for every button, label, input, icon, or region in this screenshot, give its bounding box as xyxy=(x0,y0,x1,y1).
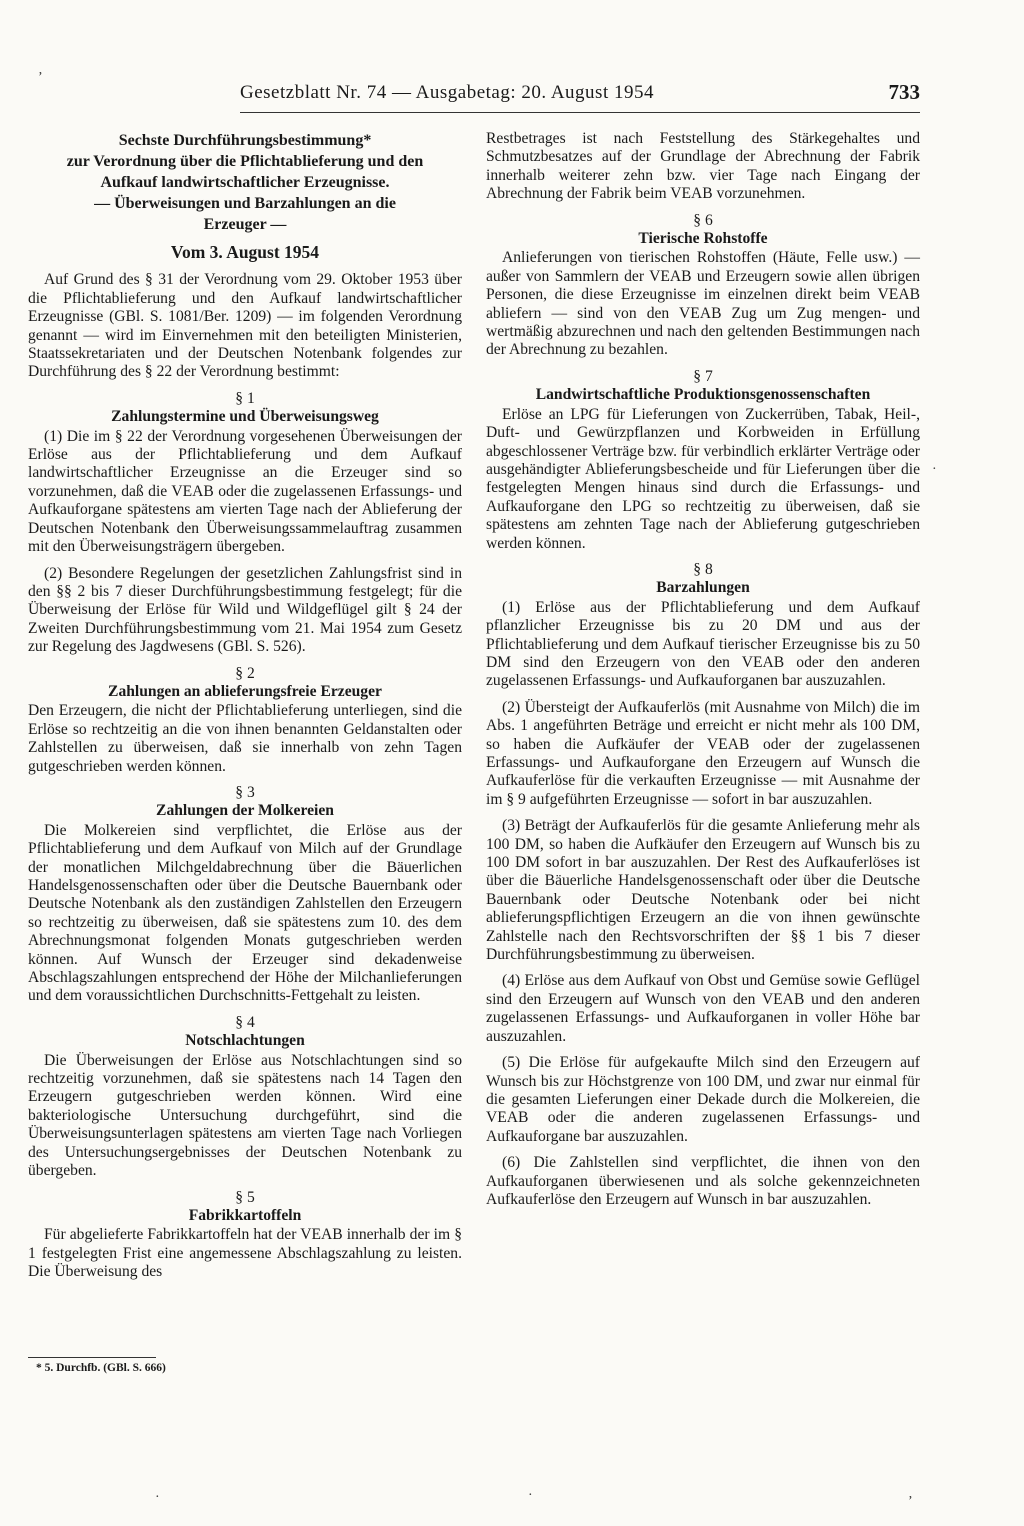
section-number: § 3 xyxy=(235,783,255,801)
paragraph: Für abgelieferte Fabrikkartoffeln hat der VEAB innerhalb der im § 1 festgelegten Frist eine angemessene Abschlagszahlung zu leisten. Die Überweisung des xyxy=(28,1226,462,1281)
paragraph: (1) Die im § 22 der Verordnung vorgesehenen Überweisungen der Erlöse aus der Pflichtablieferung und dem Aufkauf landwirtschaftlicher Erzeugnisse an die Erzeuger sind so vorzunehmen, daß die VEAB oder die zugelassenen Erfassungs- und Aufkauforgane spätestens am vierten Tage nach der Ablieferung der Deutschen Notenbank den Überweisungssammelauftrag zusammen mit den Überweisungsträgern übergeben. xyxy=(28,427,462,556)
right-column xyxy=(486,130,920,1217)
section-heading: Zahlungen der Molkereien xyxy=(156,802,334,820)
section-number: § 4 xyxy=(235,1013,255,1031)
paragraph: (5) Die Erlöse für aufgekaufte Milch sind den Erzeugern auf Wunsch bis zur Höchstgrenze von 100 DM, und zwar nur einmal für die gesamten Lieferungen einer Dekade durch die Molkereien, die VEAB oder die anderen zugelassenen Erfassungs- und Aufkauforgane bar auszuzahlen. xyxy=(486,1054,920,1145)
section-heading: Notschlachtungen xyxy=(185,1032,305,1050)
section-heading: Tierische Rohstoffe xyxy=(638,230,768,248)
paragraph: (2) Besondere Regelungen der gesetzlichen Zahlungsfrist sind in den §§ 2 bis 7 dieser Durchführungsbestimmung festgelegt; für die Überweisung der Erlöse für Wild und Wildgeflügel gilt § 24 der Zweiten Durchführungsbestimmung vom 21. Mai 1954 zum Gesetz zur Regelung des Jagdwesens (GBl. S. 526). xyxy=(28,564,462,656)
paragraph: Anlieferungen von tierischen Rohstoffen (Häute, Felle usw.) — außer von Sammlern der VEAB und Erzeugern sowie allen übrigen Personen, die diese Erzeugnisse im einzelnen direkt beim VEAB abliefern — sind von den VEAB Zug um Zug mengen- und wertmäßig abzurechnen und nach den geltenden Bestimmungen nach der Abrechnung zu bezahlen. xyxy=(486,249,920,359)
speck-mark: ’ xyxy=(38,70,43,85)
speck-mark: · xyxy=(155,1490,160,1505)
title-line: zur Verordnung über die Pflichtablieferung und den xyxy=(66,153,424,170)
left-column xyxy=(28,130,462,1290)
title-line: — Überweisungen und Barzahlungen an die xyxy=(94,195,396,212)
footnote-rule xyxy=(28,1357,156,1358)
ordinance-date: Vom 3. August 1954 xyxy=(170,242,320,262)
section-number: § 8 xyxy=(693,560,713,578)
paragraph: Die Überweisungen der Erlöse aus Notschlachtungen sind so rechtzeitig vorzunehmen, daß sie spätestens nach 14 Tagen den Erzeugern gutgeschrieben werden können. Wird eine bakteriologische Untersuchung durchgeführt, sind die Überweisungsunterlagen spätestens am vierten Tage nach Vorliegen des Untersuchungsergebnisses der Deutschen Notenbank zu übergeben. xyxy=(28,1051,462,1180)
section-number: § 6 xyxy=(693,211,713,229)
paragraph: (6) Die Zahlstellen sind verpflichtet, die ihnen von den Aufkauforganen überwiesenen und als solche gekennzeichneten Aufkauferlöse den Erzeugern auf Wunsch in bar auszuzahlen. xyxy=(486,1154,920,1208)
section-heading: Landwirtschaftliche Produktionsgenossenschaften xyxy=(535,386,871,404)
title-line: Aufkauf landwirtschaftlicher Erzeugnisse. xyxy=(100,174,390,191)
paragraph: (1) Erlöse aus der Pflichtablieferung und dem Aufkauf pflanzlicher Erzeugnisse bis zu 20 DM und aus der Pflichtablieferung und dem Aufkauf tierischer Erzeugnisse bis zu 50 DM sind den Erzeugern von den VEAB oder den anderen zugelassenen Erfassungs- und Aufkauforganen bar auszuzahlen. xyxy=(486,598,920,690)
section-heading: Zahlungen an ablieferungsfreie Erzeuger xyxy=(108,682,382,700)
paragraph-continued: Restbetrages ist nach Feststellung des Stärkegehaltes und Schmutzbesatzes auf der Grundlage der Abrechnung der Fabrik innerhalb weiterer zehn bzw. vier Tage nach Eingang der Abrechnung der Fabrik beim VEAB vorzunehmen. xyxy=(486,130,920,203)
title-line: Erzeuger — xyxy=(203,216,287,233)
preamble: Auf Grund des § 31 der Verordnung vom 29. Oktober 1953 über die Pflichtablieferung und den Aufkauf landwirtschaftlicher Erzeugnisse (GBl. S. 1081/Ber. 1209) — im folgenden Verordnung genannt — wird im Einvernehmen mit den beteiligten Ministerien, Staatssekretariaten und der Deutschen Notenbank folgendes zur Durchführung des § 22 der Verordnung bestimmt: xyxy=(28,271,462,381)
section-number: § 1 xyxy=(235,389,255,407)
page-header xyxy=(240,78,920,113)
section-number: § 5 xyxy=(235,1188,255,1206)
footnote: * 5. Durchfb. (GBl. S. 666) xyxy=(36,1362,166,1374)
section-heading: Zahlungstermine und Überweisungsweg xyxy=(111,408,379,426)
header-title: Gesetzblatt Nr. 74 — Ausgabetag: 20. August 1954 xyxy=(240,82,654,103)
paragraph: Die Molkereien sind verpflichtet, die Erlöse aus der Pflichtablieferung und dem Aufkauf von Milch auf der Grundlage der monatlichen Milchgeldabrechnung über die Bäuerlichen Handelsgenossenschaften oder über die Deutsche Bauernbank oder Deutsche Notenbank als den zuständigen Zahlstellen den Erzeugern so rechtzeitig zu überweisen, daß sie spätestens zum 10. des dem Abrechnungsmonat folgenden Monats gutgeschrieben werden können. Auf Wunsch der Erzeuger sind dekadenweise Abschlagszahlungen entsprechend der Höhe der Milchanlieferungen und dem voraussichtlichen Durchschnitts-Fettgehalt zu leisten. xyxy=(28,821,462,1005)
section-heading: Barzahlungen xyxy=(656,579,750,597)
speck-mark: · xyxy=(932,462,937,477)
ordinance-title xyxy=(28,130,462,235)
paragraph: (4) Erlöse aus dem Aufkauf von Obst und Gemüse sowie Geflügel sind den Erzeugern auf Wunsch von den VEAB und den anderen zugelassenen Erfassungs- und Aufkauforganen in voller Höhe bar auszuzahlen. xyxy=(486,972,920,1045)
title-line: Sechste Durchführungsbestimmung* xyxy=(118,132,372,149)
speck-mark: ’ xyxy=(908,1494,913,1509)
page-number: 733 xyxy=(888,80,920,104)
paragraph: (3) Beträgt der Aufkauferlös für die gesamte Anlieferung mehr als 100 DM, so haben die Aufkäufer den Erzeugern auf Wunsch bis zu 100 DM sofort in bar auszuzahlen. Der Rest des Aufkauferlöses ist über die Bäuerliche Handelsgenossenschaft oder über die Deutsche Bauernbank oder Deutsche Notenbank oder bei nicht ablieferungspflichtigen Erzeugern an die von ihnen gewünschte Zahlstelle nach den Rechtsvorschriften der §§ 1 bis 7 dieser Durchführungsbestimmung zu überweisen. xyxy=(486,817,920,964)
paragraph: Den Erzeugern, die nicht der Pflichtablieferung unterliegen, sind die Erlöse so rechtzeitig an die von ihnen benannten Geldanstalten oder Zahlstellen zu überweisen, daß sie innerhalb von zehn Tagen gutgeschrieben werden können. xyxy=(28,702,462,775)
speck-mark: · xyxy=(528,1488,533,1503)
paragraph: (2) Übersteigt der Aufkauferlös (mit Ausnahme von Milch) die im Abs. 1 angeführten Beträge und erreicht er nicht mehr als 100 DM, so haben die Aufkäufer der VEAB oder der zugelassenen Erfassungs- und Aufkauforgane den Erzeugern auf Wunsch die Aufkauferlöse für die verkauften Erzeugnisse — mit Ausnahme der im § 9 aufgeführten Erzeugnisse — sofort in bar auszuzahlen. xyxy=(486,698,920,808)
section-number: § 2 xyxy=(235,664,255,682)
section-heading: Fabrikkartoffeln xyxy=(188,1206,302,1224)
section-number: § 7 xyxy=(693,367,713,385)
paragraph: Erlöse an LPG für Lieferungen von Zuckerrüben, Tabak, Heil-, Duft- und Gewürzpflanzen und Korbweiden in Erfüllung abgeschlossener Verträge bzw. für verbindlich erklärter Verträge oder ausgehändigter Ablieferungsbescheide und für Lieferungen über die festgelegten Mengen hinaus sind durch die Erfassungs- und Aufkauforgane den LPG so rechtzeitig zu überweisen, daß sie spätestens am zehnten Tage nach der Ablieferung gutgeschrieben werden können. xyxy=(486,405,920,552)
